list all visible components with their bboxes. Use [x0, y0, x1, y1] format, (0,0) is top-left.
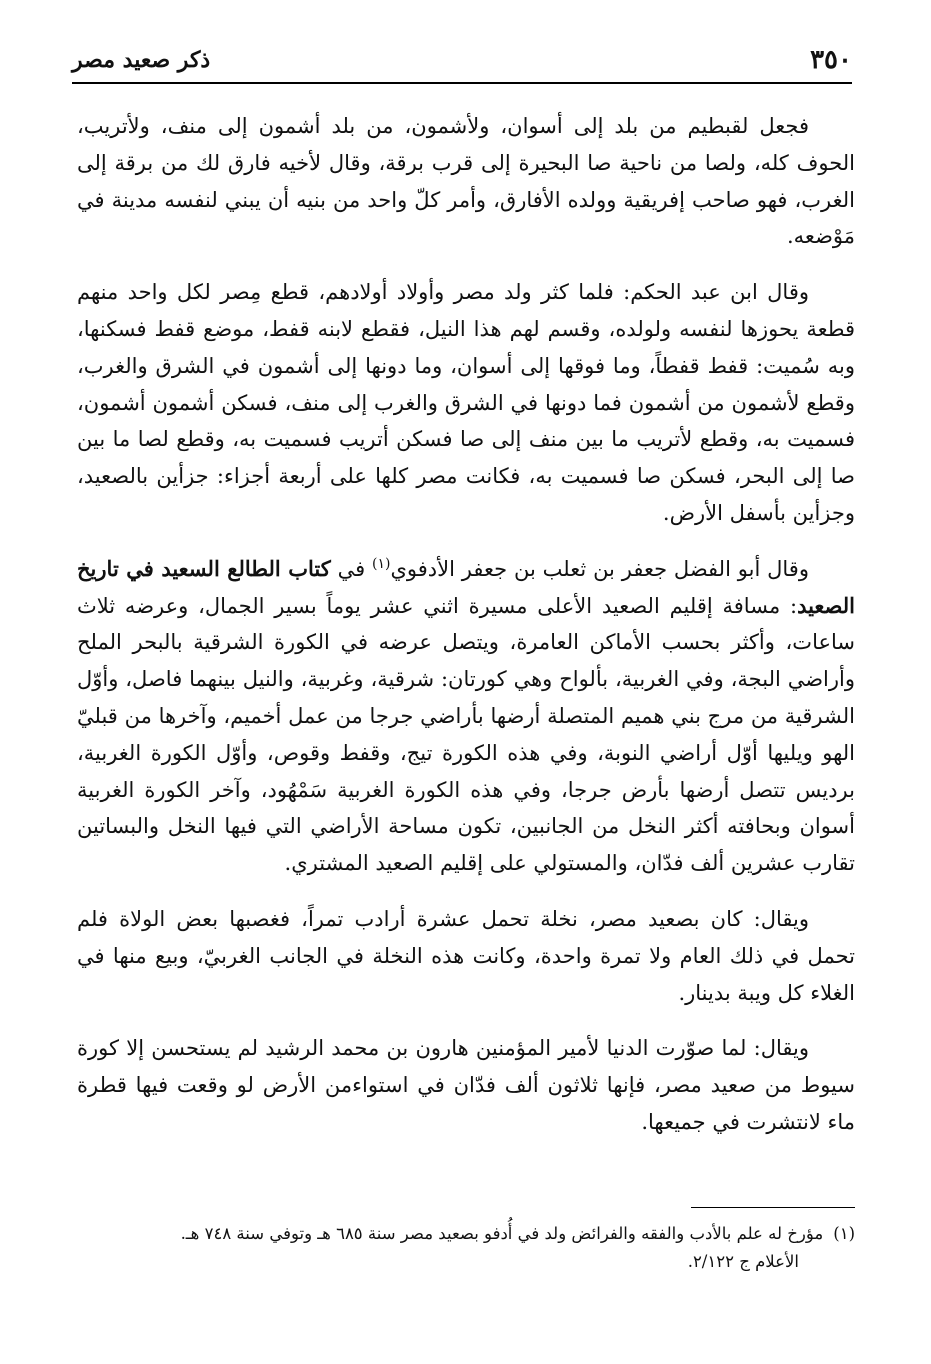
- footnote-rule: [691, 1207, 855, 1208]
- header-rule: [72, 82, 852, 84]
- footnote-line-1: مؤرخ له علم بالأدب والفقه والفرائض ولد في أُدفو بصعيد مصر سنة ٦٨٥ هـ وتوفي سنة ٧٤٨ هـ.: [180, 1224, 824, 1243]
- paragraph-3: [77, 551, 855, 882]
- paragraph-5: ويقال: لما صوّرت الدنيا لأمير المؤمنين هارون بن محمد الرشيد لم يستحسن إلا كورة سيوط من صعيد مصر، فإنها ثلاثون ألف فدّان في استواءمن الأرض لو وقعت فيها قطرة ماء لانتشرت في جميعها.: [77, 1036, 855, 1134]
- paragraph-3-middle: في: [330, 556, 372, 581]
- page-number: ٣٥٠: [810, 45, 852, 75]
- paragraph-4: ويقال: كان بصعيد مصر، نخلة تحمل عشرة أرادب تمراً، فغصبها بعض الولاة فلم تحمل في ذلك العام ولا تمرة واحدة، وكانت هذه النخلة في الجانب الغربيّ، وبيع منها في الغلاء كل ويبة بدينار.: [77, 906, 855, 1005]
- paragraph-2: وقال ابن عبد الحكم: فلما كثر ولد مصر وأولاد أولادهم، قطع مِصر لكل واحد منهم قطعة يحوزها لنفسه ولولده، وقسم لهم هذا النيل، فقطع لابنه قفط، موضع قفط فسكنها، وبه سُميت: قفط قفطاً، وما فوقها إلى أسوان، وما دونها إلى أشمون في الشرق والغرب، وقطع لأشمون من أشمون فما دونها في الشرق والغرب إلى منف، فسكن أشمون أشمون، فسميت به، وقطع لأتريب ما بين منف إلى صا فسكن أتريب فسميت به، وقطع لصا ما بين صا إلى البحر، فسكن صا فسميت به، فكانت مصر كلها على أربعة أجزاء: جزأين بالصعيد، وجزأين بأسفل الأرض.: [77, 280, 855, 525]
- footnote-reference: (١): [371, 555, 391, 572]
- paragraph-1: فجعل لقبطيم من بلد إلى أسوان، ولأشمون، من بلد أشمون إلى منف، ولأتريب، الحوف كله، ولصا من ناحية صا البحيرة إلى قرب برقة، وقال لأخيه فارق لك من برقة إلى الغرب، فهو صاحب إفريقية وولده الأفارق، وأمر كلّ واحد من بنيه أن يبني لنفسه مدينة في مَوْضعه.: [77, 114, 855, 249]
- paragraph-3-intro: وقال أبو الفضل جعفر بن ثعلب بن جعفر الأدفوي: [390, 556, 809, 581]
- book-title: كتاب الطالع السعيد في تاريخ الصعيد: [77, 555, 855, 618]
- running-title: ذكر صعيد مصر: [72, 47, 211, 73]
- page-body: [77, 108, 855, 1160]
- footnote-number: (١): [833, 1224, 855, 1243]
- paragraph-3-rest: : مسافة إقليم الصعيد الأعلى مسيرة اثني عشر يوماً بسير الجمال، وعرضه ثلاث ساعات، وأكثر بحسب الأماكن العامرة، ويتصل عرضه في الكورة الشرقية بالبحر الملح وأراضي البجة، وفي الغربية، بألواح وهي كورتان: شرقية، وغربية، والنيل بينهما فاصل، وأوّل الشرقية من مرج بني هميم المتصلة أرضها بأراضي جرجا من عمل أخميم، وآخرها من قبليّ الهو ويليها أوّل أراضي النوبة، وفي هذه الكورة تيج، وقفط وقوص، وأوّل الكورة الغربية، برديس تتصل أرضها بأرض جرجا، وفي هذه الكورة الغربية سَمْهُود، وآخر الكورة الغربية أسوان وبحافته أكثر النخل من الجانبين، تكون مساحة الأراضي التي فيها النخل والبساتين تقارب عشرين ألف فدّان، والمستولي على إقليم الصعيد المشتري.: [77, 593, 855, 876]
- footnote: [65, 1220, 855, 1276]
- page-header: [72, 40, 852, 80]
- footnote-line-2: الأعلام ج ٢/١٢٢.: [687, 1252, 799, 1271]
